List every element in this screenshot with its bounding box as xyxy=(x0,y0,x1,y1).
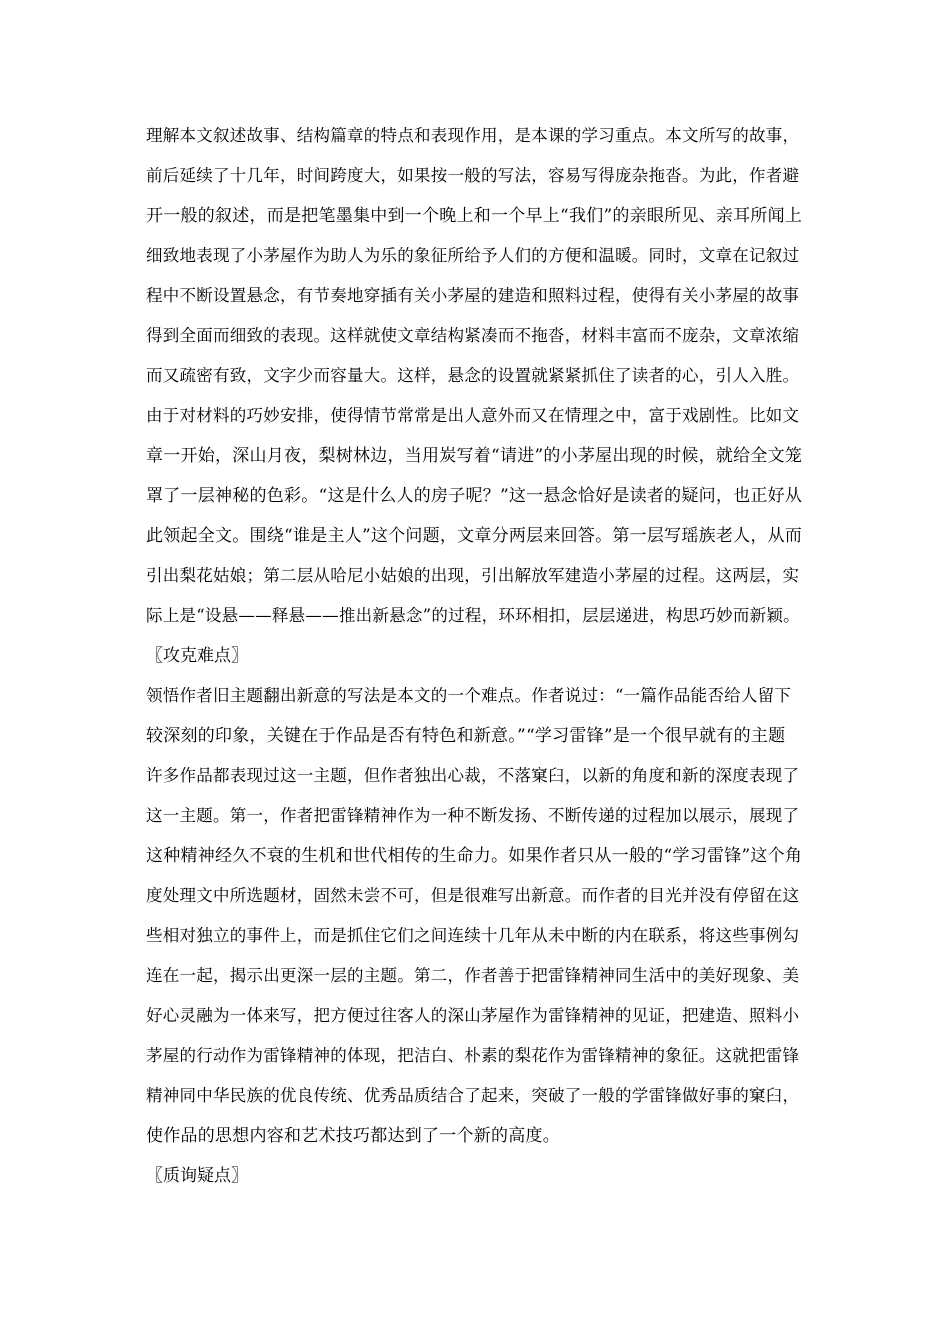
section-heading-difficulties: 〖攻克难点〗 xyxy=(146,646,248,666)
text-line: 较深刻的印象，关键在于作品是否有特色和新意。”“学习雷锋”是一个很早就有的主题 xyxy=(146,726,786,746)
section-heading-questions: 〖质询疑点〗 xyxy=(146,1166,248,1186)
text-line: 好心灵融为一体来写，把方便过往客人的深山茅屋作为雷锋精神的见证，把建造、照料小 xyxy=(146,1006,800,1025)
text-line: 使作品的思想内容和艺术技巧都达到了一个新的高度。 xyxy=(146,1126,560,1146)
text-line: 理解本文叙述故事、结构篇章的特点和表现作用，是本课的学习重点。本文所写的故事， xyxy=(146,126,800,145)
text-line: 而又疏密有致，文字少而容量大。这样，悬念的设置就紧紧抓住了读者的心，引人入胜。 xyxy=(146,366,800,385)
text-line: 这种精神经久不衰的生机和世代相传的生命力。如果作者只从一般的“学习雷锋”这个角 xyxy=(146,846,803,866)
text-line: 茅屋的行动作为雷锋精神的体现，把洁白、朴素的梨花作为雷锋精神的象征。这就把雷锋 xyxy=(146,1046,800,1065)
text-line: 前后延续了十几年，时间跨度大，如果按一般的写法，容易写得庞杂拖沓。为此，作者避 xyxy=(146,166,800,185)
text-line: 罩了一层神秘的色彩。“这是什么人的房子呢？”这一悬念恰好是读者的疑问，也正好从 xyxy=(146,486,803,506)
text-line: 领悟作者旧主题翻出新意的写法是本文的一个难点。作者说过：“一篇作品能否给人留下 xyxy=(146,686,792,705)
text-line: 程中不断设置悬念，有节奏地穿插有关小茅屋的建造和照料过程，使得有关小茅屋的故事 xyxy=(146,286,800,305)
text-line: 度处理文中所选题材，固然未尝不可，但是很难写出新意。而作者的目光并没有停留在这 xyxy=(146,886,800,905)
text-line: 这一主题。第一，作者把雷锋精神作为一种不断发扬、不断传递的过程加以展示，展现了 xyxy=(146,806,800,825)
text-line: 此领起全文。围绕“谁是主人”这个问题，文章分两层来回答。第一层写瑶族老人，从而 xyxy=(146,526,803,546)
text-line: 际上是“设悬——释悬——推出新悬念”的过程，环环相扣，层层递进，构思巧妙而新颖。 xyxy=(146,606,800,625)
text-line: 得到全面而细致的表现。这样就使文章结构紧凑而不拖沓，材料丰富而不庞杂，文章浓缩 xyxy=(146,326,800,345)
text-line: 精神同中华民族的优良传统、优秀品质结合了起来，突破了一般的学雷锋做好事的窠臼， xyxy=(146,1086,800,1105)
text-line: 许多作品都表现过这一主题，但作者独出心裁，不落窠臼，以新的角度和新的深度表现了 xyxy=(146,766,800,785)
text-line: 开一般的叙述，而是把笔墨集中到一个晚上和一个早上“我们”的亲眼所见、亲耳所闻上 xyxy=(146,206,803,226)
text-line: 连在一起，揭示出更深一层的主题。第二，作者善于把雷锋精神同生活中的美好现象、美 xyxy=(146,966,800,985)
text-line: 由于对材料的巧妙安排，使得情节常常是出人意外而又在情理之中，富于戏剧性。比如文 xyxy=(146,406,800,425)
text-line: 章一开始，深山月夜，梨树林边，当用炭写着“请进”的小茅屋出现的时候，就给全文笼 xyxy=(146,446,803,466)
text-line: 些相对独立的事件上，而是抓住它们之间连续十几年从未中断的内在联系，将这些事例勾 xyxy=(146,926,800,945)
text-line: 细致地表现了小茅屋作为助人为乐的象征所给予人们的方便和温暖。同时，文章在记叙过 xyxy=(146,246,800,265)
text-line: 引出梨花姑娘；第二层从哈尼小姑娘的出现，引出解放军建造小茅屋的过程。这两层，实 xyxy=(146,566,800,585)
